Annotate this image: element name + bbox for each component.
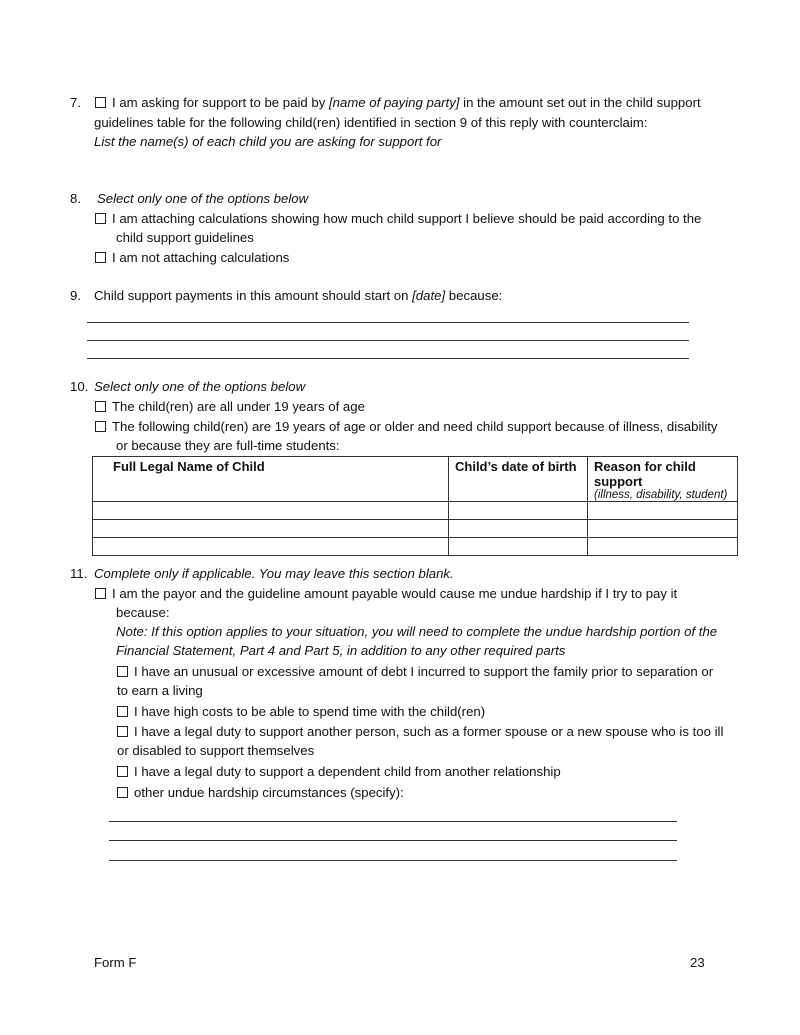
section-11-number: 11. [70,566,88,581]
col-header-name: Full Legal Name of Child [93,457,449,502]
col-header-reason: Reason for child support (illness, disability, student) [588,457,738,502]
section-11-option-payor-line2: because: [116,605,170,620]
section-7-instruction: List the name(s) of each child you are asking for support for [94,134,442,149]
section-11-payor-checkbox[interactable] [95,588,106,599]
section-9-answer-line[interactable] [87,340,689,341]
footer-page-number: 23 [690,955,705,970]
table-header-row [93,457,738,502]
table-row [93,538,738,556]
section-7-number: 7. [70,95,81,110]
cell-name[interactable] [93,538,449,556]
section-9-text: Child support payments in this amount should start on [date] because: [94,288,503,303]
hardship-answer-line[interactable] [109,840,677,841]
section-11-note-line1: Note: If this option applies to your situation, you will need to complete the undue hardship portion of the [116,624,718,639]
section-10-number: 10. [70,379,89,394]
section-8-option-attaching: I am attaching calculations showing how much child support I believe should be paid according to the [95,211,701,226]
cell-birth-date[interactable] [449,520,588,538]
cell-birth-date[interactable] [449,502,588,520]
hardship-answer-line[interactable] [109,860,677,861]
col-header-birth-date: Child’s date of birth [449,457,588,502]
hardship-other-checkbox[interactable] [117,787,128,798]
hardship-option-debt-line2: to earn a living [117,683,203,698]
section-8-option-not-attaching: I am not attaching calculations [95,250,289,265]
hardship-option-debt: I have an unusual or excessive amount of debt I incurred to support the family prior to separation or [117,664,713,679]
hardship-option-legal-duty-person-line2: or disabled to support themselves [117,743,315,758]
hardship-option-other: other undue hardship circumstances (specify): [117,785,404,800]
section-10-option-over-19: The following child(ren) are 19 years of age or older and need child support because of illness, disability [95,419,718,434]
cell-birth-date[interactable] [449,538,588,556]
hardship-debt-checkbox[interactable] [117,666,128,677]
section-8-option-attaching-line2: child support guidelines [116,230,254,245]
hardship-dependent-child-checkbox[interactable] [117,766,128,777]
section-10-over-19-checkbox[interactable] [95,421,106,432]
section-11-heading: Complete only if applicable. You may leave this section blank. [94,566,454,581]
section-8-attaching-checkbox[interactable] [95,213,106,224]
section-11-note-line2: Financial Statement, Part 4 and Part 5, in addition to any other required parts [116,643,566,658]
section-10-option-under-19: The child(ren) are all under 19 years of age [95,399,365,414]
col-header-reason-sub: (illness, disability, student) [594,489,728,501]
section-8-number: 8. [70,191,81,206]
section-8-heading: Select only one of the options below [97,191,309,206]
section-9-number: 9. [70,288,81,303]
section-7-checkbox[interactable] [95,97,106,108]
section-7-option: I am asking for support to be paid by [name of paying party] in the amount set out in the child support [95,95,701,110]
hardship-option-legal-duty-person: I have a legal duty to support another person, such as a former spouse or a new spouse who is too ill [117,724,723,739]
cell-reason[interactable] [588,538,738,556]
section-9-answer-line[interactable] [87,322,689,323]
table-row [93,520,738,538]
section-11-option-payor: I am the payor and the guideline amount payable would cause me undue hardship if I try to pay it [95,586,677,601]
hardship-access-costs-checkbox[interactable] [117,706,128,717]
section-10-heading: Select only one of the options below [94,379,306,394]
cell-name[interactable] [93,520,449,538]
cell-name[interactable] [93,502,449,520]
hardship-option-access-costs: I have high costs to be able to spend time with the child(ren) [117,704,485,719]
children-table [92,456,738,556]
section-7-line2: guidelines table for the following child(ren) identified in section 9 of this reply with counterclaim: [94,115,648,130]
cell-reason[interactable] [588,502,738,520]
footer-form-name: Form F [94,955,137,970]
hardship-option-dependent-child: I have a legal duty to support a dependent child from another relationship [117,764,561,779]
hardship-answer-line[interactable] [109,821,677,822]
section-9-answer-line[interactable] [87,358,689,359]
table-row [93,502,738,520]
cell-reason[interactable] [588,520,738,538]
section-10-under-19-checkbox[interactable] [95,401,106,412]
hardship-legal-duty-person-checkbox[interactable] [117,726,128,737]
section-10-option-over-19-line2: or because they are full-time students: [116,438,340,453]
section-8-not-attaching-checkbox[interactable] [95,252,106,263]
